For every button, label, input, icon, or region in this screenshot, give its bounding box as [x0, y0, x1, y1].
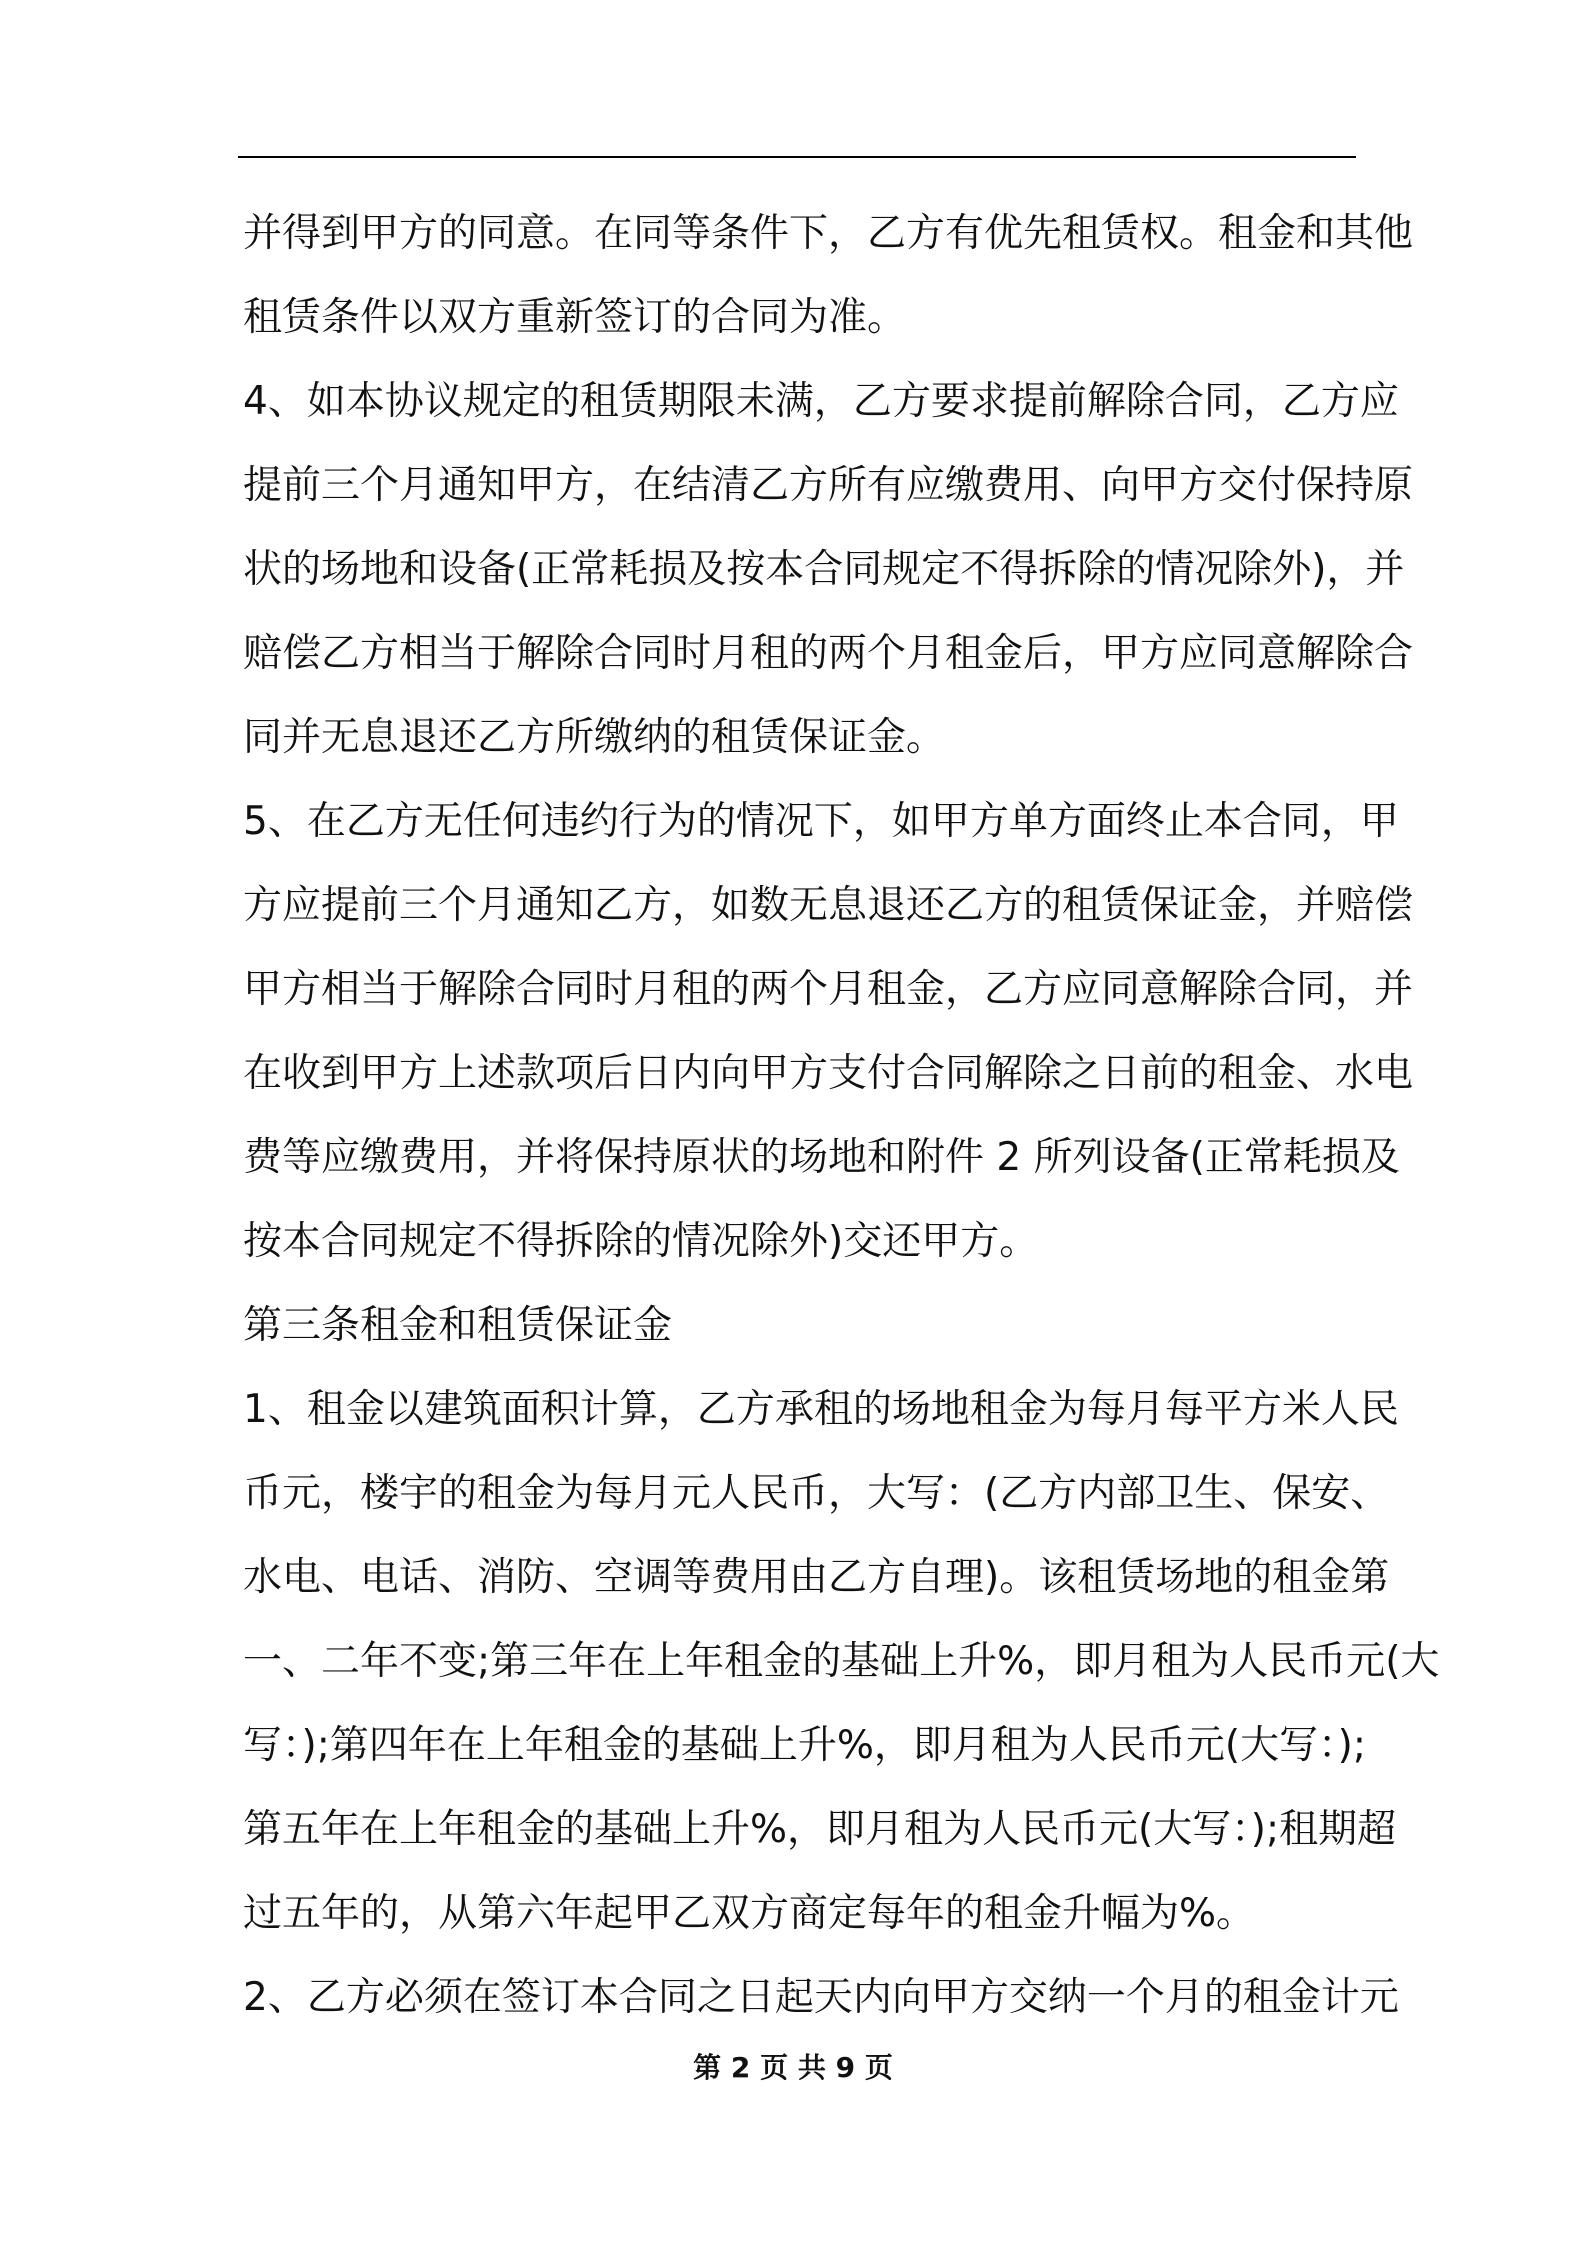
body-line: 按本合同规定不得拆除的情况除外)交还甲方。	[243, 1219, 1039, 1264]
body-line: 第五年在上年租金的基础上升%，即月租为人民币元(大写：);租期超	[243, 1807, 1397, 1852]
body-line: 状的场地和设备(正常耗损及按本合同规定不得拆除的情况除外)，并	[243, 547, 1405, 592]
body-line: 费等应缴费用，并将保持原状的场地和附件 2 所列设备(正常耗损及	[243, 1135, 1400, 1180]
document-body	[243, 192, 1440, 2040]
body-line: 过五年的，从第六年起甲乙双方商定每年的租金升幅为%。	[243, 1891, 1256, 1936]
body-line: 在收到甲方上述款项后日内向甲方支付合同解除之日前的租金、水电	[243, 1051, 1414, 1096]
body-line: 写：);第四年在上年租金的基础上升%，即月租为人民币元(大写：);	[243, 1723, 1366, 1768]
header-rule	[238, 156, 1356, 158]
body-line: 水电、电话、消防、空调等费用由乙方自理)。该租赁场地的租金第	[243, 1555, 1390, 1600]
section-heading: 第三条租金和租赁保证金	[243, 1303, 673, 1348]
body-line: 1、租金以建筑面积计算，乙方承租的场地租金为每月每平方米人民	[243, 1387, 1399, 1432]
body-line: 一、二年不变;第三年在上年租金的基础上升%，即月租为人民币元(大	[243, 1639, 1440, 1684]
body-line: 赔偿乙方相当于解除合同时月租的两个月租金后，甲方应同意解除合	[243, 631, 1414, 676]
body-line: 5、在乙方无任何违约行为的情况下，如甲方单方面终止本合同，甲	[243, 799, 1399, 844]
body-line: 甲方相当于解除合同时月租的两个月租金，乙方应同意解除合同，并	[243, 967, 1414, 1012]
body-line: 租赁条件以双方重新签订的合同为准。	[243, 295, 907, 340]
body-line: 方应提前三个月通知乙方，如数无息退还乙方的租赁保证金，并赔偿	[243, 883, 1414, 928]
body-line: 币元，楼宇的租金为每月元人民币，大写：(乙方内部卫生、保安、	[243, 1471, 1390, 1516]
body-line: 4、如本协议规定的租赁期限未满，乙方要求提前解除合同，乙方应	[243, 379, 1399, 424]
body-line: 同并无息退还乙方所缴纳的租赁保证金。	[243, 715, 946, 760]
body-line: 2、乙方必须在签订本合同之日起天内向甲方交纳一个月的租金计元	[243, 1975, 1399, 2020]
body-line: 并得到甲方的同意。在同等条件下，乙方有优先租赁权。租金和其他	[243, 211, 1414, 256]
body-line: 提前三个月通知甲方，在结清乙方所有应缴费用、向甲方交付保持原	[243, 463, 1414, 508]
page-number-footer: 第 2 页 共 9 页	[693, 2051, 893, 2084]
